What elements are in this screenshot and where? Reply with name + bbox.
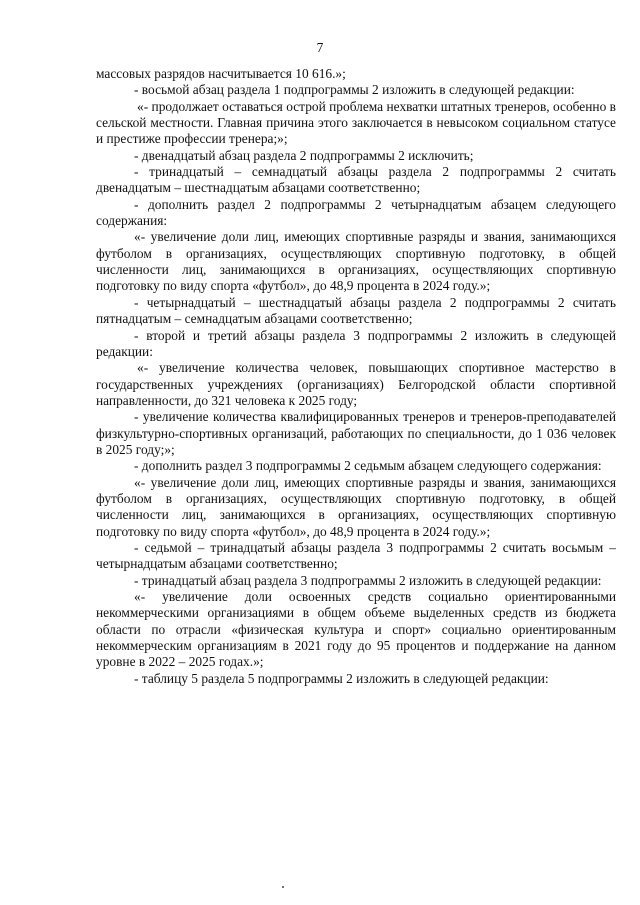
document-body (96, 66, 616, 687)
paragraph-amendment: - тринадцатый абзац раздела 3 подпрограммы 2 изложить в следующей редакции: (134, 572, 602, 588)
paragraph-amendment: - двенадцатый абзац раздела 2 подпрограммы 2 исключить; (134, 147, 474, 163)
paragraph-amendment: - восьмой абзац раздела 1 подпрограммы 2 изложить в следующей редакции: (134, 82, 575, 98)
paragraph-amendment: - таблицу 5 раздела 5 подпрограммы 2 изложить в следующей редакции: (134, 670, 549, 686)
paragraph-quoted-text: «- увеличение доли лиц, имеющих спортивные разряды и звания, занимающихся футболом в организациях, осуществляющих спортивную подготовку, в общей численности лиц, занимающихся в организациях, осуществляющих спортивную подготовку по виду спорта «футбол», до 48,9 процента в 2024 году.»; (96, 474, 616, 539)
paragraph-amendment: - второй и третий абзацы раздела 3 подпрограммы 2 изложить в следующей редакции: (96, 327, 616, 359)
paragraph-continuation: массовых разрядов насчитывается 10 616.»; (96, 66, 346, 81)
paragraph-amendment: - дополнить раздел 2 подпрограммы 2 четырнадцатым абзацем следующего содержания: (96, 196, 616, 229)
paragraph-quoted-text: - увеличение количества квалифицированных тренеров и тренеров-преподавателей физкультурно-спортивных организаций, работающих по специальности, до 1 036 человек в 2025 году;»; (96, 409, 616, 457)
paragraph-amendment: - дополнить раздел 3 подпрограммы 2 седьмым абзацем следующего содержания: (134, 458, 602, 474)
paragraph-amendment: - тринадцатый – семнадцатый абзацы раздела 2 подпрограммы 2 считать двенадцатым – шестнадцатым абзацами соответственно; (96, 164, 616, 196)
paragraph-quoted-text: «- продолжает оставаться острой проблема нехватки штатных тренеров, особенно в сельской местности. Главная причина этого заключается в невысоком социальном статусе и престиже профессии тренера;»; (96, 98, 616, 147)
paragraph-quoted-text: «- увеличение доли освоенных средств социально ориентированными некоммерческими организациями в общем объеме выделенных средств из бюджета области по отрасли «физическая культура и спорт» социально ориентированным некоммерческим организациям в 2021 году до 95 процентов и поддержание на данном уровне в 2022 – 2025 годах.»; (96, 589, 616, 670)
paragraph-quoted-text: «- увеличение доли лиц, имеющих спортивные разряды и звания, занимающихся футболом в организациях, осуществляющих спортивную подготовку, в общей численности лиц, занимающихся в организациях, осуществляющих спортивную подготовку по виду спорта «футбол», до 48,9 процента в 2024 году.»; (96, 229, 616, 294)
page-number: 7 (316, 40, 324, 55)
paragraph-quoted-text: «- увеличение количества человек, повышающих спортивное мастерство в государственных учреждениях (организациях) Белгородской области спортивной направленности, до 321 человека к 2025 году; (96, 360, 616, 408)
scan-speck (282, 886, 284, 888)
paragraph-amendment: - седьмой – тринадцатый абзацы раздела 3 подпрограммы 2 считать восьмым – четырнадцатым абзацами соответственно; (96, 539, 616, 572)
paragraph-amendment: - четырнадцатый – шестнадцатый абзацы раздела 2 подпрограммы 2 считать пятнадцатым – семнадцатым абзацами соответственно; (96, 294, 616, 327)
